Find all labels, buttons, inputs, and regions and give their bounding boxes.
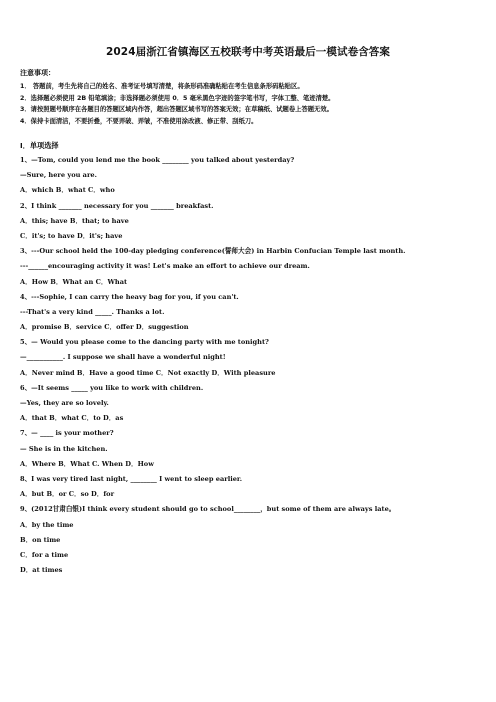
question-3 [20,247,476,285]
answer-options: A．that B．what C．to D．as [20,414,124,423]
answer-option: A．by the time [20,520,74,529]
note-item: 4．保持卡面清洁，不要折叠，不要弄破、弄皱，不准使用涂改液、修正带、刮纸刀。 [20,117,258,125]
answer-options: A．promise B．service C．offer D．suggestion [20,323,189,332]
note-item: 3．请按照题号顺序在各题目的答题区域内作答，超出答题区域书写的答案无效；在草稿纸、试题卷上答题无效。 [20,106,333,113]
question-line: ---That's a very kind _____. Thanks a lot. [20,307,165,316]
page-title: 2024届浙江省镇海区五校联考中考英语最后一模试卷含答案 [105,46,391,58]
notes-block [20,68,476,127]
question-4 [20,293,476,331]
question-stem: 3、---Our school held the 100-day pledging conference(誓师大会) in Harbin Confucian Temple last month. [20,247,406,256]
question-stem: 6、—It seems _____ you like to work with children. [20,383,204,392]
answer-options: A．which B．what C．who [20,186,115,195]
question-stem: 1、—Tom, could you lend me the book ________ you talked about yesterday? [20,156,295,164]
question-2 [20,202,476,240]
note-item: 2．选择题必须使用 2B 铅笔填涂；非选择题必须使用 0．5 毫米黑色字迹的签字笔书写，字体工整、笔迹清楚。 [20,94,335,102]
answer-options: A．Where B．What C. When D．How [20,459,154,468]
section-heading: Ⅰ．单项选择 [20,141,59,150]
question-8 [20,475,476,498]
answer-option: D．at times [20,566,63,575]
question-stem: 2、I think _______ necessary for you _______ breakfast. [20,201,214,210]
question-stem: 5、— Would you please come to the dancing party with me tonight? [20,338,269,347]
question-stem: 8、I was very tired last night, ________ I went to sleep earlier. [20,474,243,483]
answer-options: C．it's; to have D．it's; have [20,231,123,240]
question-line: —___________. I suppose we shall have a wonderful night! [20,353,226,362]
answer-option: B．on time [20,535,61,544]
answer-options: A．but B．or C．so D．for [20,490,115,499]
answer-options: A．How B．What an C．What [20,277,128,286]
answer-options: A．Never mind B．Have a good time C．Not exactly D．With pleasure [20,368,276,377]
notes-heading: 注意事项： [20,69,55,77]
question-stem: 7、— ____ is your mother? [20,429,114,438]
question-stem: 4、---Sophie, I can carry the heavy bag for you, if you can't. [20,292,239,301]
answer-option: C．for a time [20,550,69,559]
question-line: — She is in the kitchen. [20,444,108,453]
question-line: —Sure, here you are. [20,171,97,180]
note-item: 1． 答题前，考生先将自己的姓名、准考证号填写清楚，将条形码准确粘贴在考生信息条形码粘贴区。 [20,83,304,90]
answer-options: A．this; have B．that; to have [20,216,129,225]
question-7 [20,429,476,467]
question-stem: 9、(2012甘肃白银)I think every student should go to school________，but some of them are always late。 [20,505,396,514]
question-1 [20,156,476,194]
question-9 [20,505,476,574]
question-line: —Yes, they are so lovely. [20,399,109,407]
question-6 [20,384,476,422]
question-5 [20,338,476,376]
question-line: ---______encouraging activity it was! Let's make an effort to achieve our dream. [20,262,310,271]
